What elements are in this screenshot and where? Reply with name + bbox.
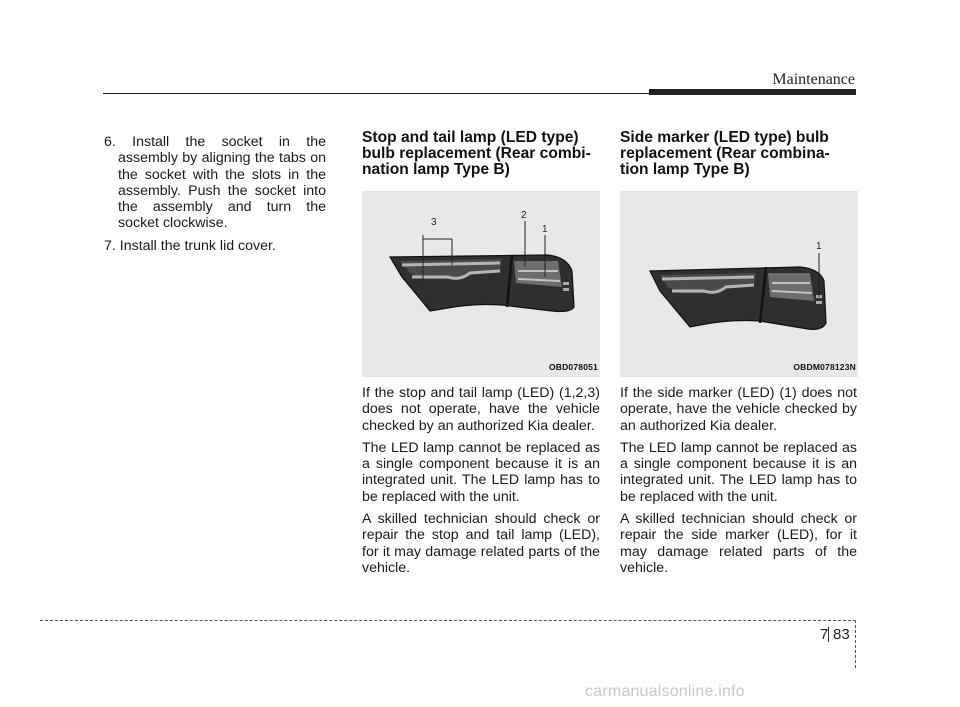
stop-tail-para-1: If the stop and tail lamp (LED) (1,2,3) does not operate, have the vehicle checked by an authorized Kia dealer.: [362, 385, 600, 434]
footer-rule: [40, 620, 856, 621]
header-rule-thick: [649, 89, 856, 95]
callout-1: 1: [816, 241, 822, 252]
section-title: Maintenance: [772, 71, 855, 88]
callout-2: 2: [521, 210, 527, 221]
side-marker-para-1: If the side marker (LED) (1) does not operate, have the vehicle checked by an authorized Kia dealer.: [620, 385, 857, 434]
side-marker-figure: [620, 191, 858, 377]
stop-tail-lamp-figure: [362, 191, 600, 377]
figure-code: OBDM078123N: [793, 361, 856, 372]
stop-tail-para-3: A skilled technician should check or repair the stop and tail lamp (LED), for it may damage related parts of the vehicle.: [362, 511, 600, 576]
callout-3: 3: [431, 217, 437, 228]
step-6: 6. Install the socket in the assembly by aligning the tabs on the socket with the slots in the assembly. Push the socket into the assembly and turn the socket clockwise.: [104, 134, 326, 232]
page-number-separator: [828, 627, 829, 642]
step-7: 7. Install the trunk lid cover.: [104, 237, 276, 254]
side-marker-para-3: A skilled technician should check or repair the side marker (LED), for it may damage related parts of the vehicle.: [620, 511, 857, 576]
header-rule-thin: [103, 93, 651, 94]
footer-vertical-rule: [855, 620, 856, 668]
chapter-number: 7: [820, 626, 829, 643]
column-side-marker: [620, 130, 857, 582]
column-steps: [104, 134, 326, 260]
stop-tail-para-2: The LED lamp cannot be replaced as a single component because it is an integrated unit. The LED lamp has to be replaced with the unit.: [362, 439, 600, 505]
figure-code: OBD078051: [548, 361, 598, 372]
page-number: 83: [833, 626, 850, 643]
stop-tail-lamp-heading: Stop and tail lamp (LED type) bulb replacement (Rear combi-nation lamp Type B): [362, 129, 591, 178]
side-marker-heading: Side marker (LED type) bulb replacement (Rear combina-tion lamp Type B): [620, 129, 830, 178]
side-marker-para-2: The LED lamp cannot be replaced as a single component because it is an integrated unit. The LED lamp has to be replaced with the unit.: [620, 439, 857, 505]
callout-1: 1: [542, 224, 548, 235]
column-stop-tail-lamp: [362, 130, 600, 582]
watermark: carmanualsonline.info: [585, 683, 745, 700]
side-marker-illustration: [620, 191, 858, 377]
rear-lamp-illustration: [362, 191, 600, 377]
